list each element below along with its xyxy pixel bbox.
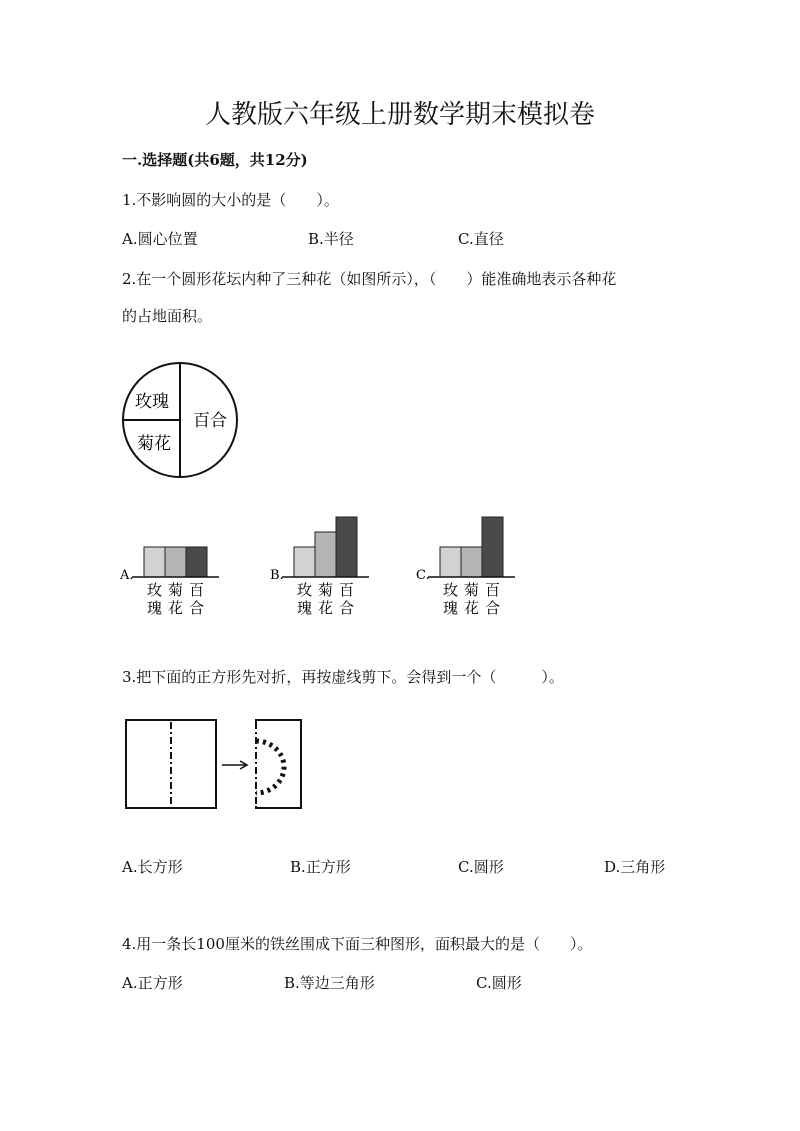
chart-a-letter: A. (120, 568, 134, 583)
question-1-option-c: C.直径 (458, 230, 504, 248)
chart-b-bar-2 (315, 532, 336, 577)
chart-c-bar-3-label-char-1: 百 (484, 581, 501, 599)
pie-label-rose: 玫瑰 (135, 392, 169, 412)
question-1-text: 1.不影响圆的大小的是（ ）。 (122, 191, 339, 209)
chart-b-bar-2-label-char-1: 菊 (317, 581, 334, 599)
chart-b-bar-1-label-char-2: 瑰 (296, 599, 313, 617)
chart-a-bar-3-label-char-1: 百 (188, 581, 205, 599)
question-4-option-a: A.正方形 (122, 974, 183, 992)
chart-c-bar-2-label-char-1: 菊 (463, 581, 480, 599)
question-2-text-line2: 的占地面积。 (122, 307, 213, 325)
question-4-option-c: C.圆形 (476, 974, 522, 992)
chart-c-letter: C. (416, 568, 430, 583)
question-3-text: 3.把下面的正方形先对折，再按虚线剪下。会得到一个（ ）。 (122, 668, 564, 686)
cut-dotted-arc (256, 741, 284, 793)
question-1-option-a: A.圆心位置 (122, 230, 198, 248)
chart-c-bar-2-label-char-2: 花 (463, 599, 480, 617)
question-2-text-line1: 2.在一个圆形花坛内种了三种花（如图所示），（ ）能准确地表示各种花 (122, 270, 617, 288)
chart-b-bar-3-label-char-2: 合 (338, 599, 355, 617)
page-title: 人教版六年级上册数学期末模拟卷 (204, 100, 595, 130)
chart-a-bar-1-label-char-1: 玫 (146, 581, 163, 599)
chart-b-bar-2-label-char-2: 花 (317, 599, 334, 617)
chart-b-bar-3 (336, 517, 357, 577)
pie-label-chrysanthemum: 菊花 (137, 434, 171, 454)
chart-c-bar-3 (482, 517, 503, 577)
question-3-option-b: B.正方形 (290, 858, 351, 876)
question-4-option-b: B.等边三角形 (284, 974, 375, 992)
chart-b-bar-3-label-char-1: 百 (338, 581, 355, 599)
chart-a-bar-2-label-char-2: 花 (167, 599, 184, 617)
section-heading: 一.选择题(共6题，共12分) (122, 151, 308, 169)
chart-b-letter: B. (270, 568, 284, 583)
chart-c-bar-1-label-char-2: 瑰 (442, 599, 459, 617)
chart-a-bar-2-label-char-1: 菊 (167, 581, 184, 599)
chart-c-bar-3-label-char-2: 合 (484, 599, 501, 617)
chart-a-bar-3-label-char-2: 合 (188, 599, 205, 617)
chart-c-bar-1-label-char-1: 玫 (442, 581, 459, 599)
question-3-option-c: C.圆形 (458, 858, 504, 876)
bar-chart-options (110, 515, 540, 630)
question-3-option-a: A.长方形 (122, 858, 183, 876)
question-3-option-d: D.三角形 (604, 858, 666, 876)
folded-paper (256, 720, 301, 808)
chart-b-bar-1-label-char-1: 玫 (296, 581, 313, 599)
chart-a-bar-3 (186, 547, 207, 577)
chart-c-bar-1 (440, 547, 461, 577)
chart-b-bar-1 (294, 547, 315, 577)
chart-a-bar-1 (144, 547, 165, 577)
question-4-text: 4.用一条长100厘米的铁丝围成下面三种图形，面积最大的是（ ）。 (122, 935, 593, 953)
flower-bed-pie-chart (116, 355, 246, 485)
question-1-option-b: B.半径 (308, 230, 354, 248)
chart-c-bar-2 (461, 547, 482, 577)
chart-a-bar-2 (165, 547, 186, 577)
pie-label-lily: 百合 (193, 411, 227, 431)
chart-a-bar-1-label-char-2: 瑰 (146, 599, 163, 617)
fold-cut-diagram (120, 713, 310, 813)
